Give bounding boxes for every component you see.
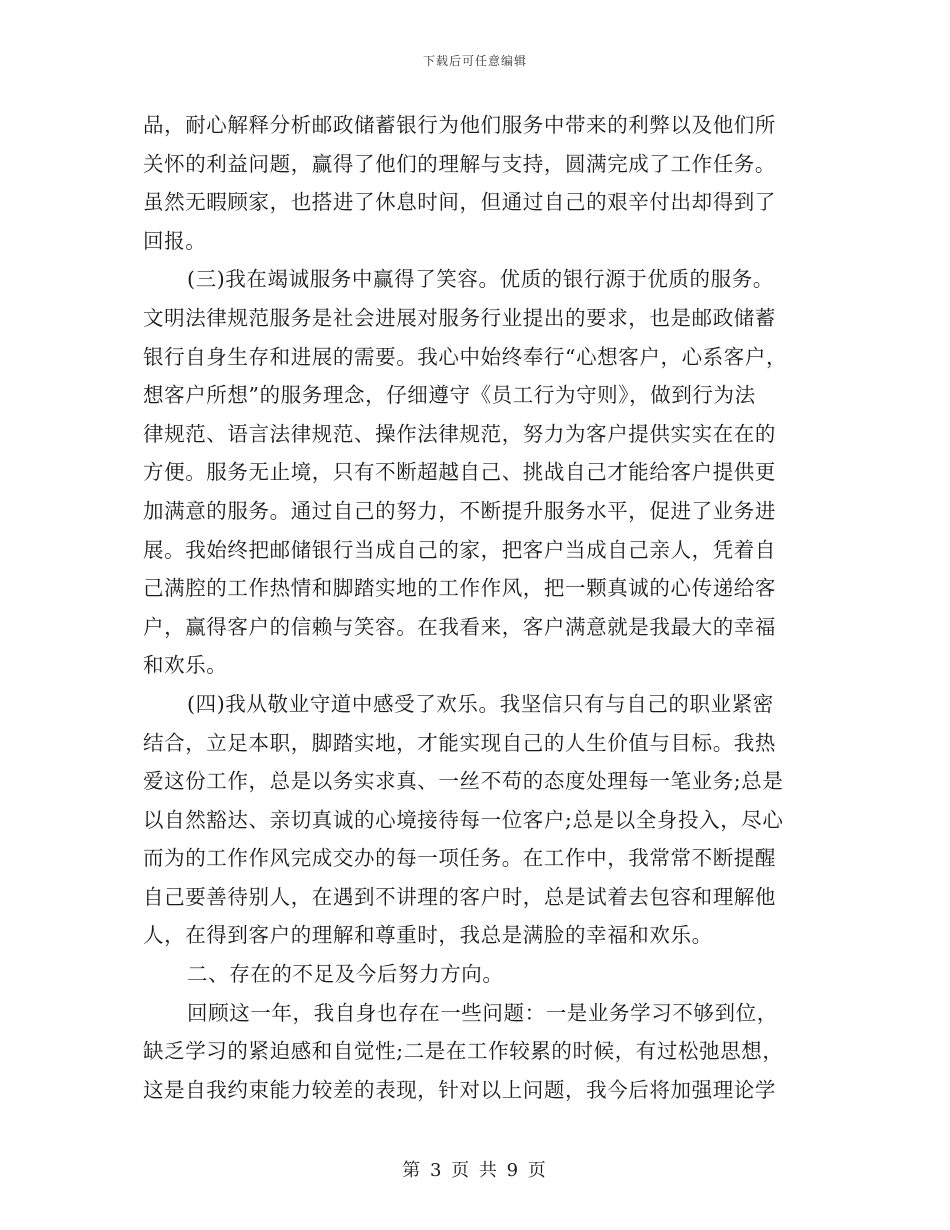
page-header-note: 下载后可任意编辑 <box>422 54 527 68</box>
text-line: 虽然无暇顾家，也搭进了休息时间，但通过自己的艰辛付出却得到了 <box>143 190 776 215</box>
text-line: 回顾这一年，我自身也存在一些问题：一是业务学习不够到位， <box>187 1000 778 1025</box>
text-line: 文明法律规范服务是社会进展对服务行业提出的要求，也是邮政储蓄 <box>143 305 776 330</box>
text-line: 以自然豁达、亲切真诚的心境接待每一位客户;总是以全身投入，尽心 <box>143 807 784 832</box>
text-line: (四)我从敬业守道中感受了欢乐。我坚信只有与自己的职业紧密 <box>187 691 774 716</box>
text-line: 二、存在的不足及今后努力方向。 <box>187 962 504 987</box>
text-line: 方便。服务无止境，只有不断超越自己、挑战自己才能给客户提供更 <box>143 460 776 485</box>
text-line: 人，在得到客户的理解和尊重时，我总是满脸的幸福和欢乐。 <box>143 923 713 948</box>
text-line: 加满意的服务。通过自己的努力，不断提升服务水平，促进了业务进 <box>143 498 776 523</box>
text-line: (三)我在竭诚服务中赢得了笑容。优质的银行源于优质的服务。 <box>187 267 774 292</box>
text-line: 己满腔的工作热情和脚踏实地的工作作风，把一颗真诚的心传递给客 <box>143 576 776 601</box>
text-line: 想客户所想”的服务理念，仔细遵守《员工行为守则》，做到行为法 <box>143 383 756 408</box>
text-line: 自己要善待别人，在遇到不讲理的客户时，总是试着去包容和理解他 <box>143 884 776 909</box>
text-line: 关怀的利益问题，赢得了他们的理解与支持，圆满完成了工作任务。 <box>143 151 776 176</box>
page-number-footer: 第 3 页 共 9 页 <box>402 1160 548 1181</box>
text-line: 品，耐心解释分析邮政储蓄银行为他们服务中带来的利弊以及他们所 <box>143 113 776 137</box>
text-line: 律规范、语言法律规范、操作法律规范，努力为客户提供实实在在的 <box>143 421 776 446</box>
text-line: 展。我始终把邮储银行当成自己的家，把客户当成自己亲人，凭着自 <box>143 537 776 562</box>
document-body <box>143 106 809 1109</box>
text-line: 户，赢得客户的信赖与笑容。在我看来，客户满意就是我最大的幸福 <box>143 614 776 639</box>
text-line: 回报。 <box>143 228 207 253</box>
text-line: 而为的工作作风完成交办的每一项任务。在工作中，我常常不断提醒 <box>143 846 776 871</box>
text-line: 结合，立足本职，脚踏实地，才能实现自己的人生价值与目标。我热 <box>143 730 776 755</box>
text-line: 缺乏学习的紧迫感和自觉性;二是在工作较累的时候，有过松弛思想， <box>143 1039 784 1064</box>
text-line: 和欢乐。 <box>143 653 228 678</box>
text-line: 这是自我约束能力较差的表现，针对以上问题，我今后将加强理论学 <box>143 1077 776 1102</box>
text-line: 银行自身生存和进展的需要。我心中始终奉行“心想客户，心系客户， <box>143 344 788 369</box>
text-line: 爱这份工作，总是以务实求真、一丝不苟的态度处理每一笔业务;总是 <box>143 769 784 794</box>
